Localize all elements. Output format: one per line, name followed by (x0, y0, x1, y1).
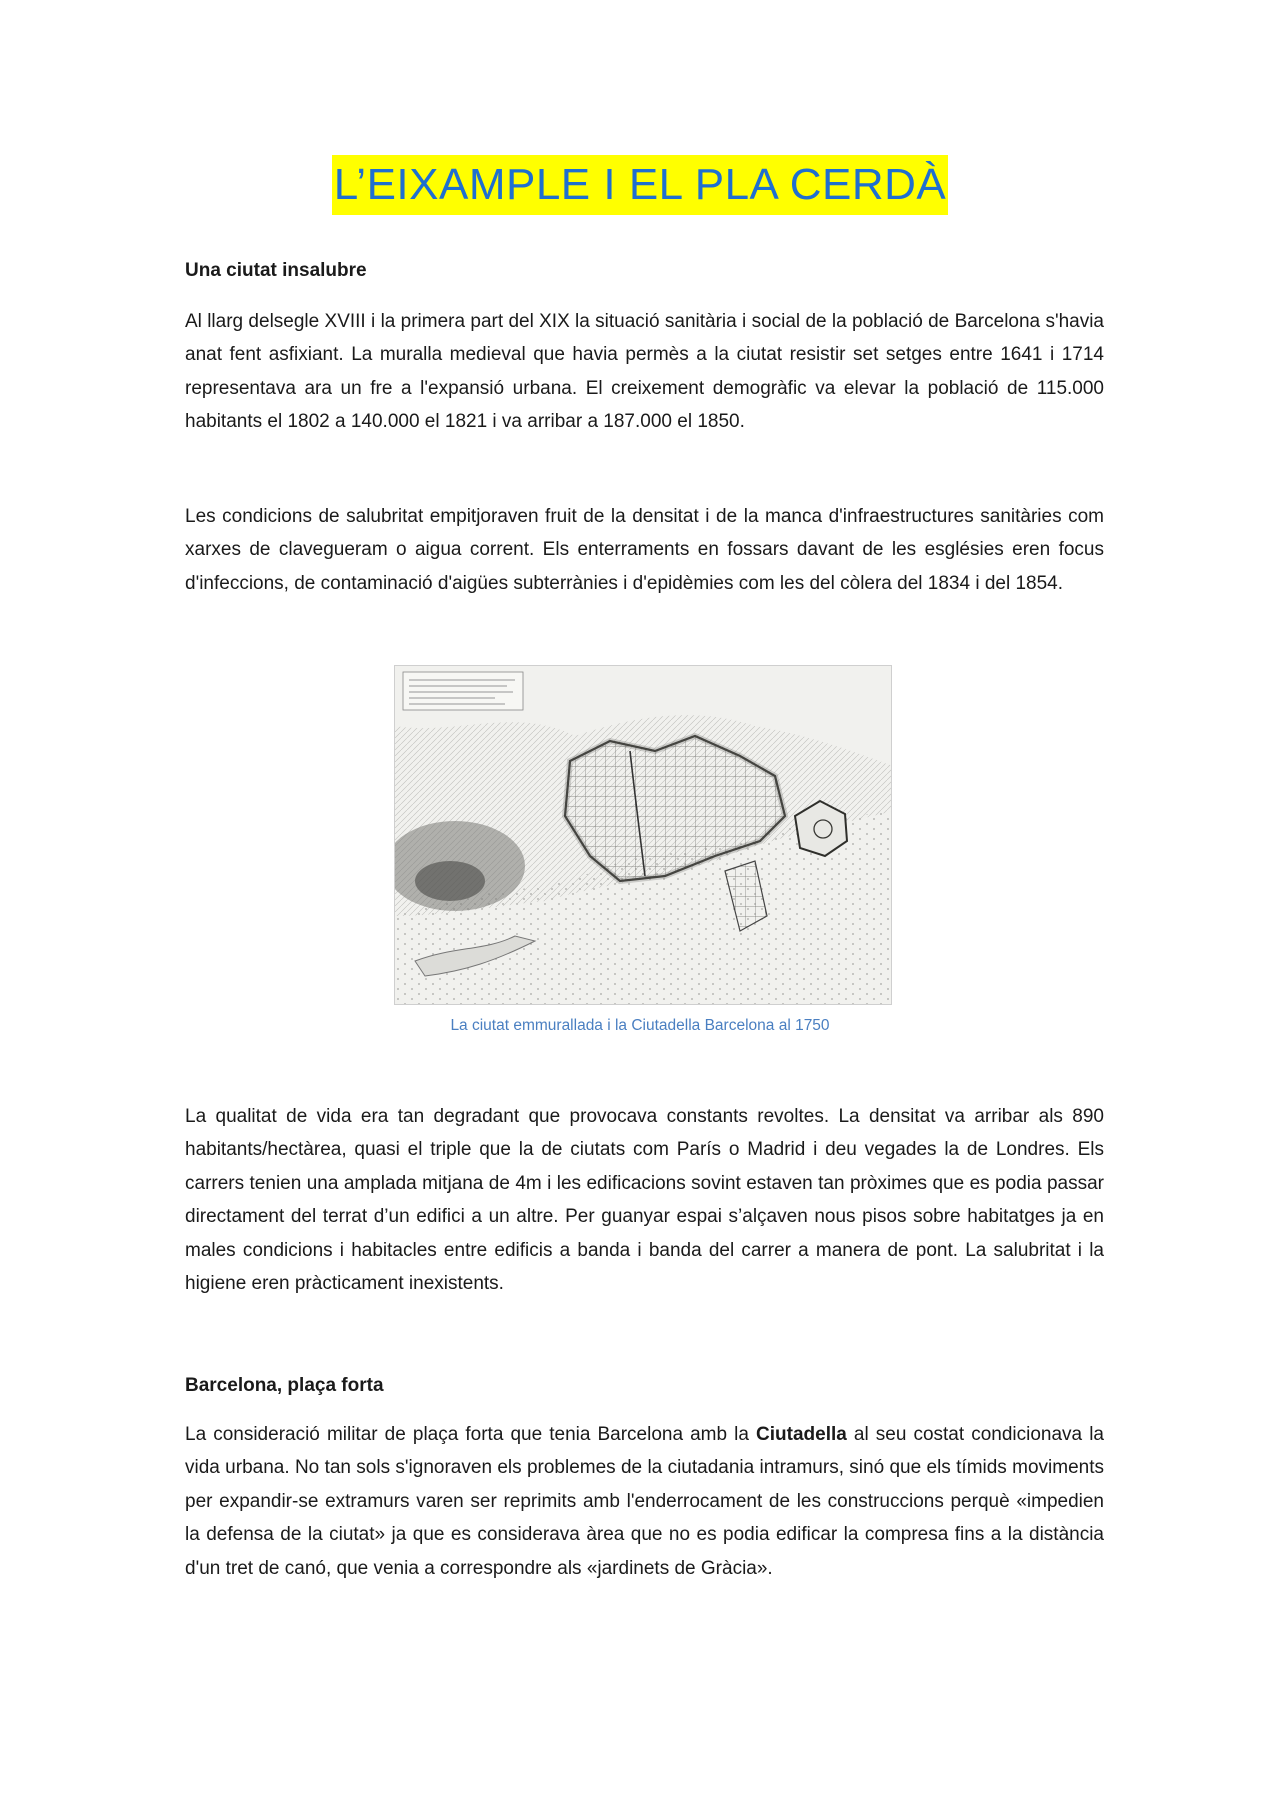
title-container (0, 155, 1280, 215)
section-heading: Una ciutat insalubre (185, 260, 367, 281)
historic-map-icon (395, 666, 892, 1005)
paragraph-1: Al llarg delsegle XVIII i la primera part del XIX la situació sanitària i social de la població de Barcelona s'havia anat fent asfixiant. La muralla medieval que havia permès a la ciutat resistir set setges entre 1641 i 1714 representava ara un fre a l'expansió urbana. El creixement demogràfic va elevar la població de 115.000 habitants el 1802 a 140.000 el 1821 i va arribar a 187.000 el 1850. (185, 311, 1104, 433)
paragraph-4 (185, 1418, 1104, 1585)
section-insalubre (185, 258, 1104, 284)
paragraph-3: La qualitat de vida era tan degradant que provocava constants revoltes. La densitat va arribar als 890 habitants/hectàrea, quasi el triple que la de ciutats com París o Madrid i deu vegades la de Londres. Els carrers tenien una amplada mitjana de 4m i les edificacions sovint estaven tan pròximes que es podia passar directament del terrat d’un edifici a un altre. Per guanyar espai s’alçaven nous pisos sobre habitatges ja en males condicions i habitacles entre edificis a banda i banda del carrer a manera de pont. La salubritat i la higiene eren pràcticament inexistents. (185, 1106, 1104, 1295)
paragraph-4-text-a: La consideració militar de plaça forta que tenia Barcelona amb la (185, 1424, 757, 1445)
paragraph-4-bold: Ciutadella (756, 1424, 847, 1445)
paragraph-3-block (185, 1100, 1104, 1300)
page-title: L’EIXAMPLE I EL PLA CERDÀ (332, 155, 948, 215)
paragraph-4-block (185, 1418, 1104, 1585)
paragraph-1-block (185, 305, 1104, 439)
paragraph-2-block (185, 500, 1104, 600)
section-heading-2: Barcelona, plaça forta (185, 1375, 384, 1396)
section-placa-forta (185, 1373, 1104, 1399)
paragraph-4-text-b: al seu costat condicionava la vida urbana. No tan sols s'ignoraven els problemes de la ciutadania intramurs, sinó que els tímids moviments per expandir-se extramurs varen ser reprimits amb l'enderrocament de les construccions perquè «impedien la defensa de la ciutat» ja que es considerava àrea que no es podia edificar la compresa fins a la distància d'un tret de canó, que venia a correspondre als «jardinets de Gràcia». (185, 1424, 1104, 1579)
paragraph-2: Les condicions de salubritat empitjoraven fruit de la densitat i de la manca d'infraestructures sanitàries com xarxes de clavegueram o aigua corrent. Els enterraments en fossars davant de les esglésies eren focus d'infeccions, de contaminació d'aigües subterrànies i d'epidèmies com les del còlera del 1834 i del 1854. (185, 506, 1104, 594)
figure-caption: La ciutat emmurallada i la Ciutadella Barcelona al 1750 (450, 1017, 830, 1034)
map-figure (394, 665, 892, 1005)
